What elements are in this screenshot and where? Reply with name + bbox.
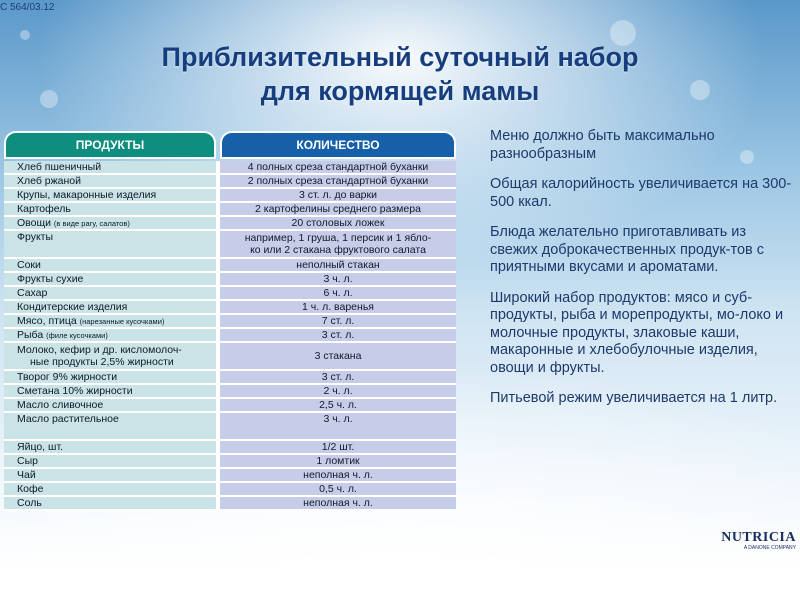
quantity-cell: неполный стакан: [220, 259, 456, 271]
quantity-cell: 3 ст. л. до варки: [220, 189, 456, 201]
product-cell: Масло сливочное: [4, 399, 216, 411]
product-cell: Кофе: [4, 483, 216, 495]
quantity-cell: 3 ст. л.: [220, 371, 456, 383]
product-cell: Масло растительное: [4, 413, 216, 439]
table-row: [4, 161, 456, 173]
product-cell: Фрукты сухие: [4, 273, 216, 285]
quantity-cell: 2 ч. л.: [220, 385, 456, 397]
header-products: ПРОДУКТЫ: [4, 131, 216, 159]
quantity-cell: 0,5 ч. л.: [220, 483, 456, 495]
table-row: [4, 413, 456, 439]
quantity-line-2: ко или 2 стакана фруктового салата: [250, 244, 426, 256]
table-row: [4, 329, 456, 341]
table-row: [4, 483, 456, 495]
note-calories: Общая калорийность увеличивается на 300-500 ккал.: [490, 176, 792, 210]
product-cell: Творог 9% жирности: [4, 371, 216, 383]
product-cell: Кондитерские изделия: [4, 301, 216, 313]
product-cell: [4, 329, 216, 341]
table-row: [4, 217, 456, 229]
table-body: [4, 161, 456, 511]
note-fresh-food: Блюда желательно приготавливать из свежих доброкачественных продук-тов с приятными вкусами и ароматами.: [490, 224, 765, 275]
bokeh-dot: [40, 90, 58, 108]
notes-panel: [490, 128, 795, 421]
quantity-cell: 1 ломтик: [220, 455, 456, 467]
table-row: [4, 259, 456, 271]
table-row: [4, 189, 456, 201]
table-row: [4, 469, 456, 481]
product-cell: Хлеб ржаной: [4, 175, 216, 187]
product-note: (филе кусочками): [46, 330, 108, 340]
table-row: [4, 273, 456, 285]
header-quantity: КОЛИЧЕСТВО: [220, 131, 456, 159]
quantity-cell: 2 картофелины среднего размера: [220, 203, 456, 215]
products-table: [4, 131, 456, 511]
table-header: [4, 131, 456, 159]
table-row: [4, 455, 456, 467]
quantity-cell: [220, 231, 456, 257]
product-cell: Сыр: [4, 455, 216, 467]
product-cell: Сметана 10% жирности: [4, 385, 216, 397]
quantity-cell: 6 ч. л.: [220, 287, 456, 299]
table-row: [4, 343, 456, 369]
product-cell: Чай: [4, 469, 216, 481]
product-cell: Картофель: [4, 203, 216, 215]
quantity-cell: 3 ч. л.: [220, 273, 456, 285]
bokeh-dot: [20, 30, 30, 40]
product-cell: Соль: [4, 497, 216, 509]
quantity-cell: 1/2 шт.: [220, 441, 456, 453]
table-row: [4, 315, 456, 327]
quantity-cell: 3 ч. л.: [220, 413, 456, 439]
product-cell: Яйцо, шт.: [4, 441, 216, 453]
document-code: С 564/03.12: [0, 2, 55, 13]
title-line-2: для кормящей мамы: [260, 76, 540, 106]
quantity-cell: неполная ч. л.: [220, 497, 456, 509]
quantity-cell: 3 ст. л.: [220, 329, 456, 341]
product-line-1: Молоко, кефир и др. кисломолоч-: [17, 344, 182, 356]
table-row: [4, 385, 456, 397]
product-cell: [4, 315, 216, 327]
logo-subtitle: A DANONE COMPANY: [743, 545, 796, 551]
table-row: [4, 371, 456, 383]
quantity-line-1: например, 1 груша, 1 персик и 1 ябло-: [244, 232, 432, 244]
quantity-cell: неполная ч. л.: [220, 469, 456, 481]
quantity-cell: 3 стакана: [220, 343, 456, 369]
product-cell: [4, 217, 216, 229]
product-note: (нарезанные кусочками): [79, 316, 165, 326]
note-product-range: Широкий набор продуктов: мясо и суб-продукты, рыба и морепродукты, мо-локо и молочные продукты, злаковые каши, макаронные и хлебобулочные изделия, овощи и фрукты.: [490, 289, 784, 376]
table-row: [4, 399, 456, 411]
page-title: [90, 40, 710, 108]
title-line-1: Приблизительный суточный набор: [161, 42, 639, 72]
product-note: (в виде рагу, салатов): [53, 218, 130, 228]
table-row: [4, 441, 456, 453]
table-row: [4, 497, 456, 509]
quantity-cell: 7 ст. л.: [220, 315, 456, 327]
table-row: [4, 175, 456, 187]
quantity-cell: 4 полных среза стандартной буханки: [220, 161, 456, 173]
table-row: [4, 231, 456, 257]
product-cell: Сахар: [4, 287, 216, 299]
product-name: Овощи: [17, 216, 51, 229]
table-row: [4, 287, 456, 299]
product-cell: Соки: [4, 259, 216, 271]
quantity-cell: 2 полных среза стандартной буханки: [220, 175, 456, 187]
quantity-cell: 20 столовых ложек: [220, 217, 456, 229]
product-name: Мясо, птица: [17, 314, 77, 327]
logo-name: NUTRICIA: [721, 530, 796, 545]
table-row: [4, 301, 456, 313]
note-variety: Меню должно быть максимально разнообразным: [490, 128, 715, 162]
table-row: [4, 203, 456, 215]
quantity-cell: 2,5 ч. л.: [220, 399, 456, 411]
product-cell: Фрукты: [4, 231, 216, 257]
note-drinking: Питьевой режим увеличивается на 1 литр.: [490, 390, 778, 406]
product-name: Рыба: [17, 328, 44, 341]
product-cell: Крупы, макаронные изделия: [4, 189, 216, 201]
nutricia-logo: [704, 530, 796, 551]
product-cell: Хлеб пшеничный: [4, 161, 216, 173]
quantity-cell: 1 ч. л. варенья: [220, 301, 456, 313]
product-cell: [4, 343, 216, 369]
product-line-2: ные продукты 2,5% жирности: [30, 356, 174, 368]
